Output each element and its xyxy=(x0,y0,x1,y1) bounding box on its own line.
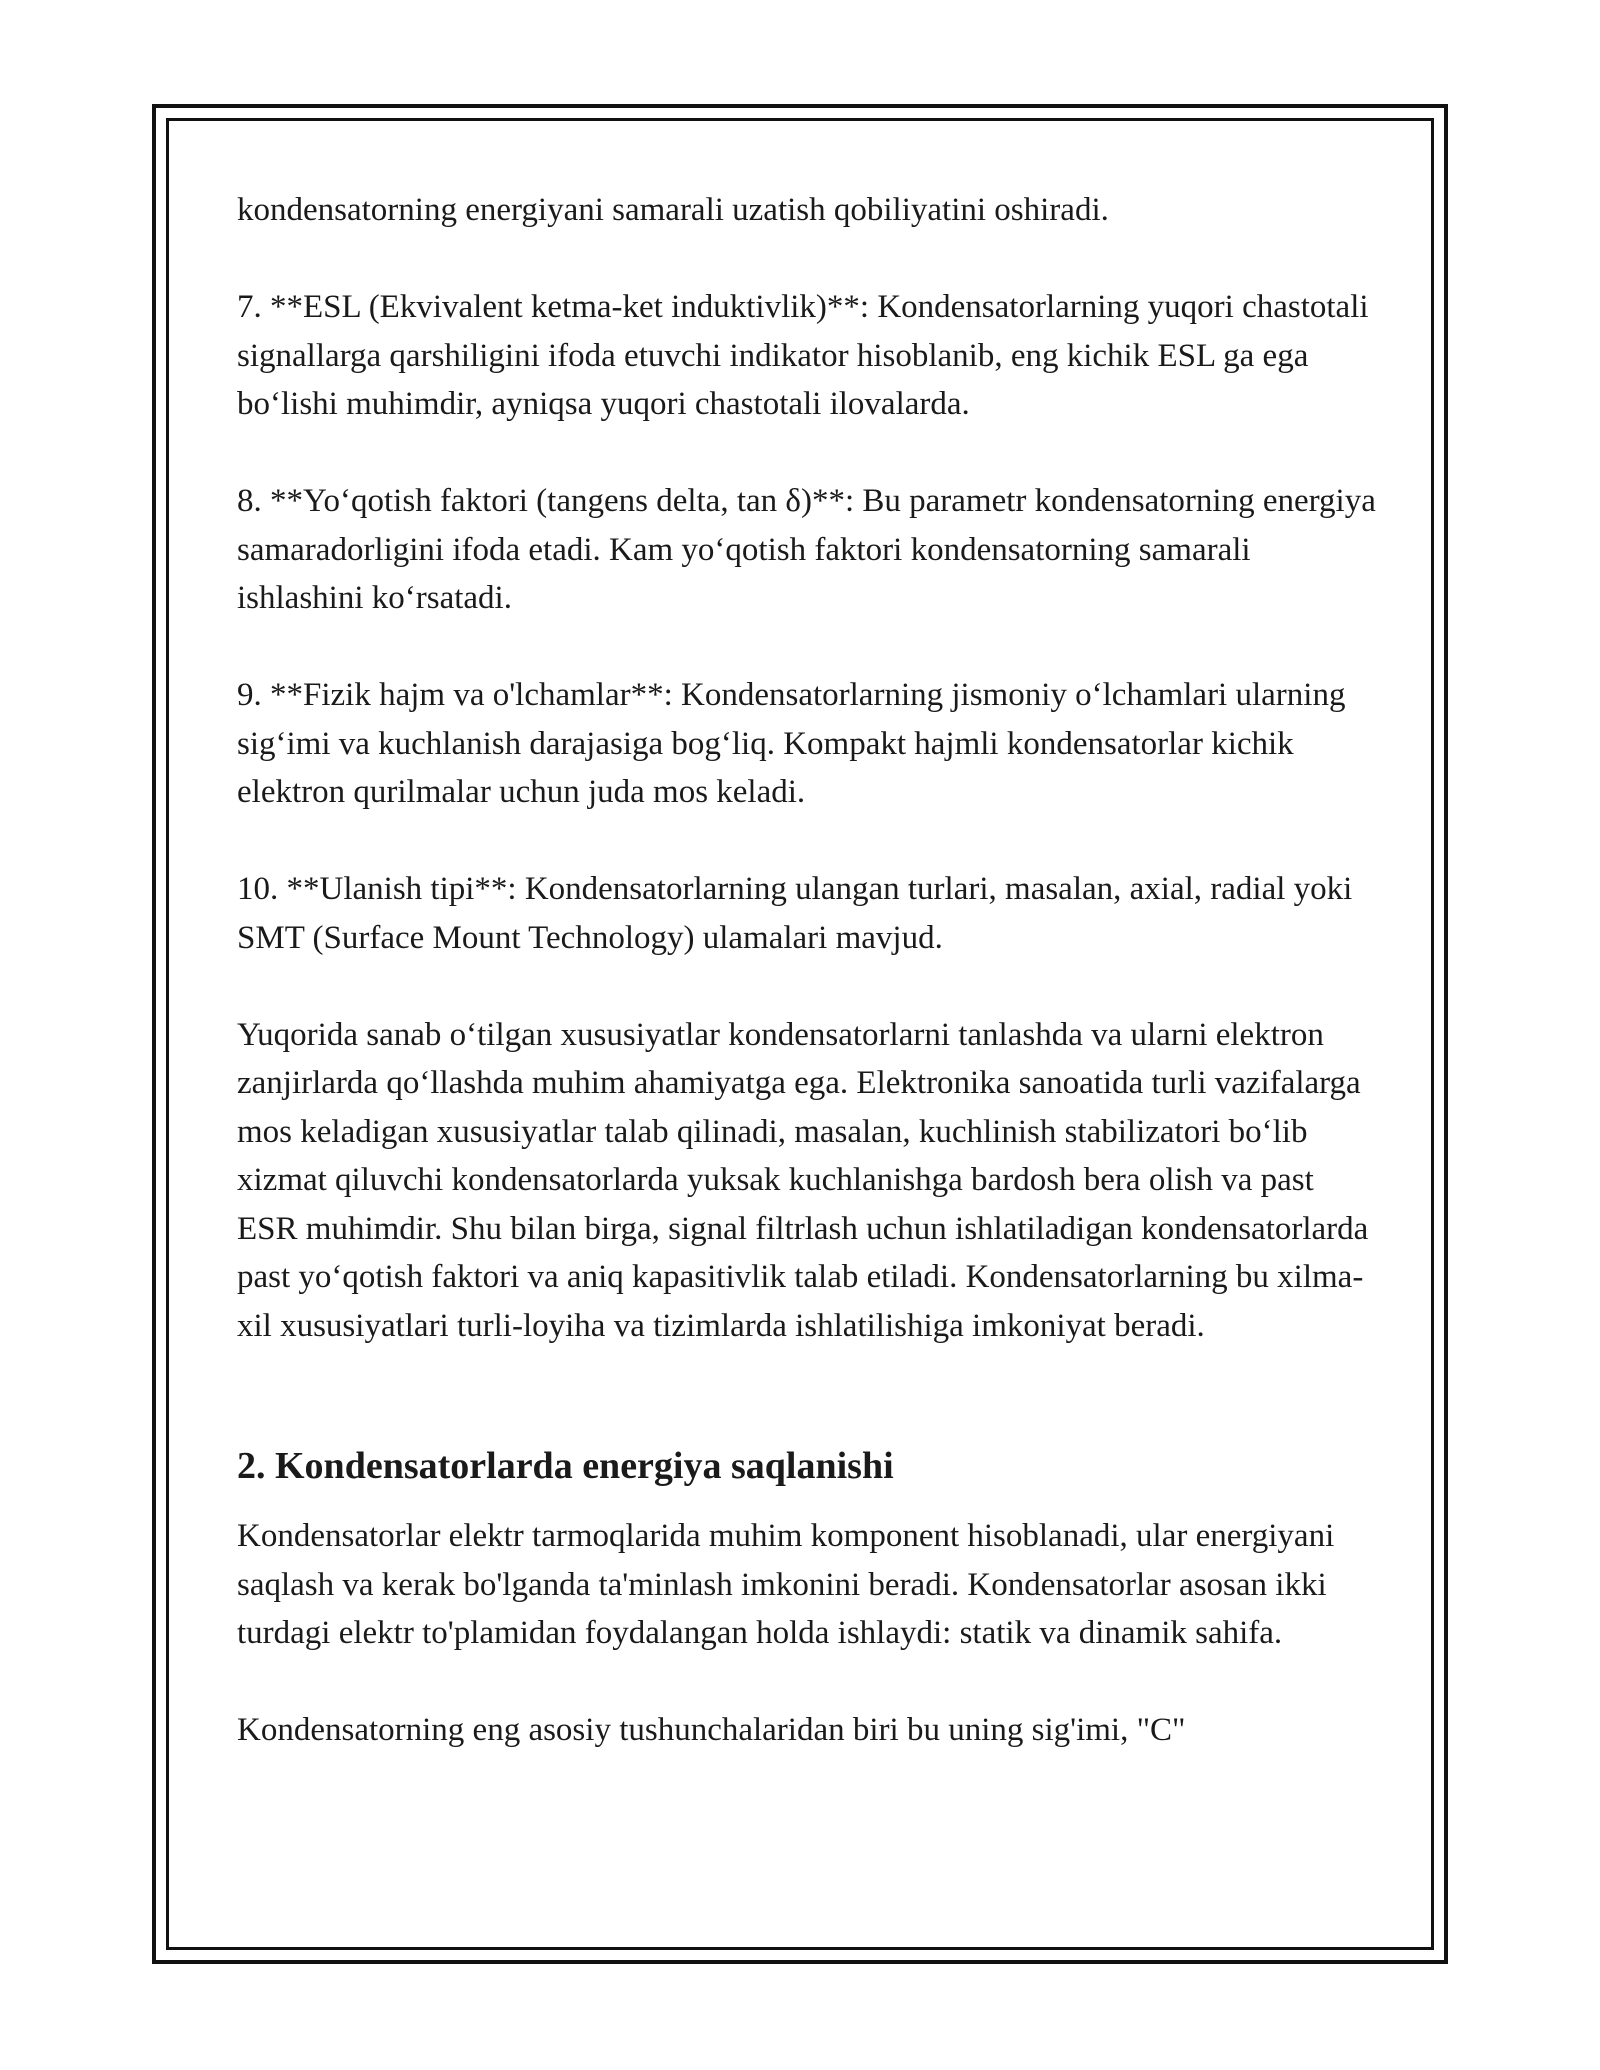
document-body xyxy=(237,186,1377,1755)
paragraph-loss-factor: 8. **Yo‘qotish faktori (tangens delta, tan δ)**: Bu parametr kondensatorning energiya samaradorligini ifoda etadi. Kam yo‘qotish faktori kondensatorning samarali ishlashini ko‘rsatadi. xyxy=(237,483,1376,616)
paragraph-esl: 7. **ESL (Ekvivalent ketma-ket induktivlik)**: Kondensatorlarning yuqori chastotali signallarga qarshiligini ifoda etuvchi indikator hisoblanib, eng kichik ESL ga ega bo‘lishi muhimdir, ayniqsa yuqori chastotali ilovalarda. xyxy=(237,289,1369,422)
paragraph-continuation: kondensatorning energiyani samarali uzatish qobiliyatini oshiradi. xyxy=(237,192,1109,228)
paragraph-connection-type: 10. **Ulanish tipi**: Kondensatorlarning ulangan turlari, masalan, axial, radial yoki SMT (Surface Mount Technology) ulamalari mavjud. xyxy=(237,871,1353,956)
paragraph-physical-size: 9. **Fizik hajm va o'lchamlar**: Kondensatorlarning jismoniy o‘lchamlari ularning sig‘imi va kuchlanish darajasiga bog‘liq. Kompakt hajmli kondensatorlar kichik elektron qurilmalar uchun juda mos keladi. xyxy=(237,677,1346,810)
paragraph-energy-intro: Kondensatorlar elektr tarmoqlarida muhim komponent hisoblanadi, ular energiyani saqlash va kerak bo'lganda ta'minlash imkonini beradi. Kondensatorlar asosan ikki turdagi elektr to'plamidan foydalangan holda ishlaydi: statik va dinamik sahifa. xyxy=(237,1518,1335,1651)
paragraph-summary: Yuqorida sanab o‘tilgan xususiyatlar kondensatorlarni tanlashda va ularni elektron zanjirlarda qo‘llashda muhim ahamiyatga ega. Elektronika sanoatida turli vazifalarga mos keladigan xususiyatlar talab qilinadi, masalan, kuchlinish stabilizatori bo‘lib xizmat qiluvchi kondensatorlarda yuksak kuchlanishga bardosh bera olish va past ESR muhimdir. Shu bilan birga, signal filtrlash uchun ishlatiladigan kondensatorlarda past yo‘qotish faktori va aniq kapasitivlik talab etiladi. Kondensatorlarning bu xilma-xil xususiyatlari turli-loyiha va tizimlarda ishlatilishiga imkoniyat beradi. xyxy=(237,1016,1369,1344)
section-heading: 2. Kondensatorlarda energiya saqlanishi xyxy=(237,1445,894,1487)
paragraph-capacitance: Kondensatorning eng asosiy tushunchalaridan biri bu uning sig'imi, "C" xyxy=(237,1712,1186,1748)
